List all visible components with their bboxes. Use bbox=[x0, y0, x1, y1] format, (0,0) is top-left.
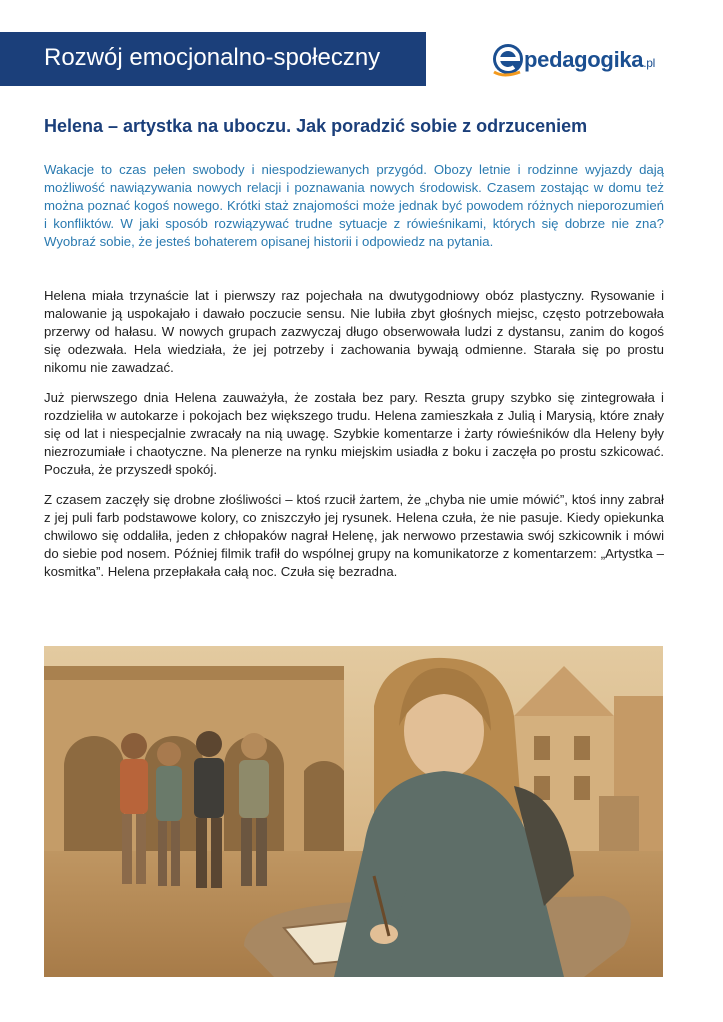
story-paragraph-2: Już pierwszego dnia Helena zauważyła, że została bez pary. Reszta grupy szybko się zintegrowała i rozdzieliła w autokarze i pokojach bez większego trudu. Helena zamieszkała z Julią i Marysią, które znały się od lat i niespecjalnie zwracały na nią uwagę. Szybkie komentarze i żarty rówieśników dla Heleny były niezrozumiałe i chaotyczne. Na plenerze na rynku miejskim usiadła z boku i zaczęła po prostu szkicować. Poczuła, że przyszedł spokój. bbox=[44, 390, 664, 477]
logo-name: pedagogika bbox=[524, 47, 644, 72]
category-title: Rozwój emocjonalno-społeczny bbox=[44, 44, 381, 71]
story-paragraph-3: Z czasem zaczęły się drobne złośliwości – ktoś rzucił żartem, że „chyba nie umie mówić”, ktoś inny zabrał z jej puli farb podstawowe kolory, co zniszczyło jej rysunek. Helena czuła, że nie pasuje. Kiedy opiekunka chwilowo się oddaliła, jeden z chłopaków nagrał Helenę, jak nerwowo przestawia swój szkicownik i mówi do siebie pod nosem. Później filmik trafił do wspólnej grupy na komunikatorze z komentarzem: „Artystka – kosmitka”. Helena przepłakała całą noc. Czuła się bezradna. bbox=[44, 492, 664, 579]
logo-e-icon bbox=[490, 38, 526, 78]
story-paragraph-1: Helena miała trzynaście lat i pierwszy raz pojechała na dwutygodniowy obóz plastyczny. Rysowanie i malowanie ją uspokajało i dawało poczucie sensu. Nie lubiła zbyt głośnych miejsc, często potrzebowała przerwy od hałasu. W nowych grupach zazwyczaj długo obserwowała ludzi z dystansu, zanim do kogoś się odezwała. Hela wiedziała, że jej potrzeby i zachowania bywają odmienne. Starała się po prostu nikomu nie zawadzać. bbox=[44, 288, 664, 375]
intro-paragraph: Wakacje to czas pełen swobody i niespodziewanych przygód. Obozy letnie i rodzinne wyjazdy dają możliwość nawiązywania nowych relacji i poznawania nowych środowisk. Czasem zostając w domu też można poznać kogoś nowego. Krótki staż znajomości może jednak być powodem różnych nieporozumień i konfliktów. W jaki sposób rozwiązywać trudne sytuacje z rówieśnikami, których się dobrze nie zna? Wyobraź sobie, że jesteś bohaterem opisanej historii i odpowiedz na pytania. bbox=[44, 162, 664, 249]
site-logo[interactable] bbox=[524, 47, 655, 73]
article-title: Helena – artystka na uboczu. Jak poradzić sobie z odrzuceniem bbox=[44, 116, 588, 136]
story-illustration bbox=[44, 646, 663, 977]
logo-suffix: .pl bbox=[643, 56, 656, 70]
illustration-scene bbox=[44, 646, 663, 977]
